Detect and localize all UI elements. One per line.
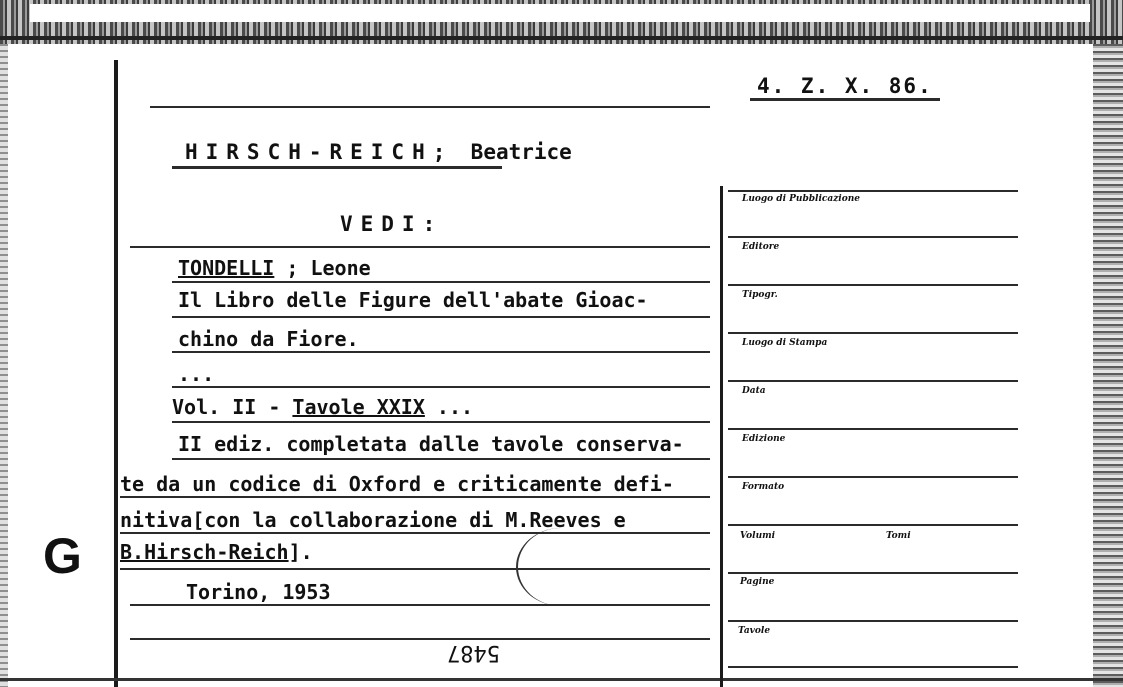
form-rule xyxy=(728,620,1018,622)
ruled-line xyxy=(172,351,710,353)
scan-left-edge xyxy=(0,44,8,687)
call-number: 5487 xyxy=(447,640,500,665)
author-line xyxy=(178,256,371,280)
author-forename: ; Leone xyxy=(274,256,371,280)
form-label-date: Data xyxy=(742,386,766,396)
ruled-line xyxy=(172,386,710,388)
margin-rule xyxy=(114,60,118,687)
volume-prefix: Vol. II - xyxy=(172,395,293,419)
ruled-line xyxy=(150,106,710,108)
form-rule xyxy=(728,524,1018,526)
form-label-print-place: Luogo di Stampa xyxy=(742,338,828,348)
form-rule xyxy=(728,236,1018,238)
ruled-line xyxy=(172,316,710,318)
ruled-line xyxy=(172,421,710,423)
heading-surname: HIRSCH-REICH xyxy=(185,140,433,164)
note-line-4 xyxy=(120,540,313,564)
see-label: VEDI: xyxy=(340,212,444,236)
note-end: ]. xyxy=(288,540,313,564)
heading-forename: Beatrice xyxy=(470,140,572,164)
ruled-line xyxy=(120,568,710,570)
ruled-line xyxy=(130,638,710,640)
ruled-line xyxy=(130,246,710,248)
section-letter: G xyxy=(43,528,82,584)
form-rule xyxy=(728,572,1018,574)
scan-right-edge xyxy=(1093,44,1123,687)
form-rule xyxy=(728,476,1018,478)
note-line-1: II ediz. completata dalle tavole conserva- xyxy=(178,432,684,456)
card-bottom-rule xyxy=(0,678,1123,681)
ruled-line xyxy=(120,532,710,534)
form-label-printer: Tipogr. xyxy=(742,290,778,300)
note-coauthor: B.Hirsch-Reich xyxy=(120,540,289,564)
card-number-rule xyxy=(750,98,940,101)
volume-line xyxy=(172,395,473,419)
heading xyxy=(185,140,572,164)
form-label-plates: Tavole xyxy=(738,626,771,636)
heading-rule xyxy=(172,166,502,169)
form-label-edition: Edizione xyxy=(742,434,786,444)
stamp-arc xyxy=(516,528,606,606)
form-panel-border xyxy=(720,186,723,687)
form-label-format: Formato xyxy=(742,482,785,492)
heading-separator: ; xyxy=(432,140,446,164)
form-label-tomes: Tomi xyxy=(886,531,911,541)
form-rule xyxy=(728,428,1018,430)
ellipsis-line: ... xyxy=(178,362,215,386)
scan-top-edge-gap xyxy=(30,4,1090,22)
title-line-2: chino da Fiore. xyxy=(178,327,359,351)
form-rule xyxy=(728,380,1018,382)
form-rule xyxy=(728,332,1018,334)
ruled-line xyxy=(120,496,710,498)
ruled-line xyxy=(130,604,710,606)
form-rule xyxy=(728,284,1018,286)
ruled-line xyxy=(172,281,710,283)
title-line-1: Il Libro delle Figure dell'abate Gioac- xyxy=(178,288,648,312)
form-label-publisher: Editore xyxy=(742,242,780,252)
author-surname: TONDELLI xyxy=(178,256,275,280)
form-label-pages: Pagine xyxy=(740,577,775,587)
form-label-volumes: Volumi xyxy=(740,531,776,541)
note-line-3: nitiva[con la collaborazione di M.Reeves e xyxy=(120,508,626,532)
form-label-publication-place: Luogo di Pubblicazione xyxy=(742,194,860,204)
card-top-rule xyxy=(0,36,1123,40)
volume-suffix: ... xyxy=(424,395,474,419)
card-number: 4. Z. X. 86. xyxy=(757,74,933,98)
form-rule xyxy=(728,190,1018,192)
volume-plates: Tavole XXIX xyxy=(292,395,425,419)
note-line-2: te da un codice di Oxford e criticamente defi- xyxy=(120,472,674,496)
form-rule xyxy=(728,666,1018,668)
ruled-line xyxy=(172,458,710,460)
imprint-line: Torino, 1953 xyxy=(186,580,331,604)
